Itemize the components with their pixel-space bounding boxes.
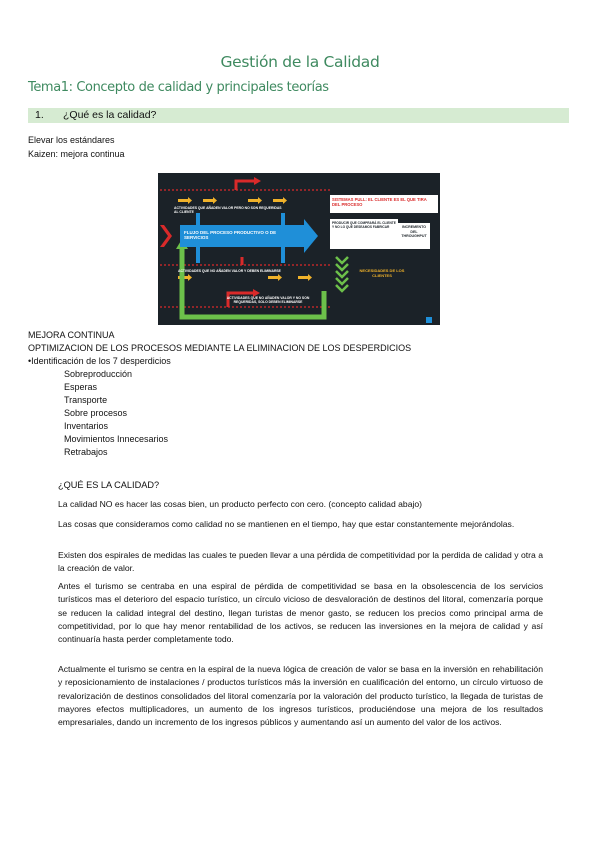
incremento-label: INCREMENTO DEL THROUGHPUT — [401, 225, 427, 238]
desperdicio-item: Esperas — [64, 382, 98, 392]
paragraph-2: Las cosas que consideramos como calidad no se mantienen en el tiempo, hay que estar constantemente mejorándolas. — [58, 519, 515, 529]
section-header — [28, 108, 569, 123]
document-title: Gestión de la Calidad — [220, 53, 380, 71]
section-title: ¿Qué es la calidad? — [63, 109, 157, 121]
box-top-label: ACTIVIDADES QUE AÑADEN VALOR PERO NO SON REQUERIDAS AL CLIENTE — [174, 206, 282, 214]
paragraph-1: La calidad NO es hacer las cosas bien, un producto perfecto con cero. (concepto calidad abajo) — [58, 499, 423, 509]
intro-line-2: Kaizen: mejora continua — [28, 149, 125, 159]
desperdicio-item: Retrabajos — [64, 447, 108, 457]
desperdicio-item: Sobre procesos — [64, 408, 128, 418]
paragraph-5: Actualmente el turismo se centra en la espiral de la nueva lógica de creación de valor se basa en la inversión en rehabilitación y reposicionamiento de instalaciones / productos turísticos más la inversión en cualificación del entorno, un círculo virtuoso de revalorización de destinos consolidados del litoral comenzaría por la valoración del producto turístico, la llegada de turistas de mayores efectos multiplicadores, un aumento de los ingresos turísticos, produciéndose una mejora de los resultados empresariales, dando un incremento de los ingresos públicos y aumentando así un aumento del valor de los activos. — [58, 664, 543, 728]
optimizacion-heading: OPTIMIZACION DE LOS PROCESOS MEDIANTE LA ELIMINACION DE LOS DESPERDICIOS — [28, 343, 412, 353]
lean-process-diagram — [158, 173, 440, 325]
intro-line-1: Elevar los estándares — [28, 135, 115, 145]
pull-label: SISTEMAS PULL: EL CLIENTE ES EL QUE TIRA DEL PROCESO — [332, 197, 427, 207]
desperdicio-item: Sobreproducción — [64, 369, 133, 379]
question-heading: ¿QUÉ ES LA CALIDAD? — [58, 480, 160, 490]
box-mid-label: ACTIVIDADES QUE NO AÑADEN VALOR Y DEBEN ELIMINARSE — [178, 269, 281, 273]
flow-label: FLUJO DEL PROCESO PRODUCTIVO O DE SERVICIOS — [184, 230, 277, 240]
paragraph-3: Existen dos espirales de medidas las cuales te pueden llevar a una pérdida de competitividad por la perdida de calidad y otra a la creación de valor. — [58, 550, 543, 574]
desperdicio-item: Movimientos Innecesarios — [64, 434, 169, 444]
mejora-heading: MEJORA CONTINUA — [28, 330, 115, 340]
section-number: 1. — [35, 109, 44, 121]
necesidades-label: NECESIDADES DE LOS CLIENTES — [359, 268, 405, 278]
desperdicio-item: Transporte — [64, 395, 108, 405]
topic-subtitle: Tema1: Concepto de calidad y principales teorías — [28, 80, 329, 95]
producir-label: PRODUCIR QUE COMPRARÁ EL CLIENTE Y NO LO QUE DESEAMOS FABRICAR — [332, 221, 396, 229]
paragraph-4: Antes el turismo se centraba en una espiral de pérdida de competitividad se basa en la obsolescencia de los servicios turísticos mas el deterioro del espacio turístico, un círculo vicioso de desvaloración de destinos del litoral, comenzaría porque se reducen la calidad integral del destino, llegan turistas de menor gasto, se reducen los precios como principal arma de competitividad, por lo que hay menor rentabilidad de los activos, se reducen las inversiones en la mejora de calidad y así continuaría hasta perder completamente todo. — [58, 581, 543, 645]
box-bottom-label: ACTIVIDADES QUE NO AÑADEN VALOR Y NO SON REQUERIDAS, SOLO DEBEN ELIMINARSE — [226, 296, 310, 304]
desperdicio-item: Inventarios — [64, 421, 109, 431]
desperdicios-heading: •Identificación de los 7 desperdicios — [28, 356, 171, 366]
